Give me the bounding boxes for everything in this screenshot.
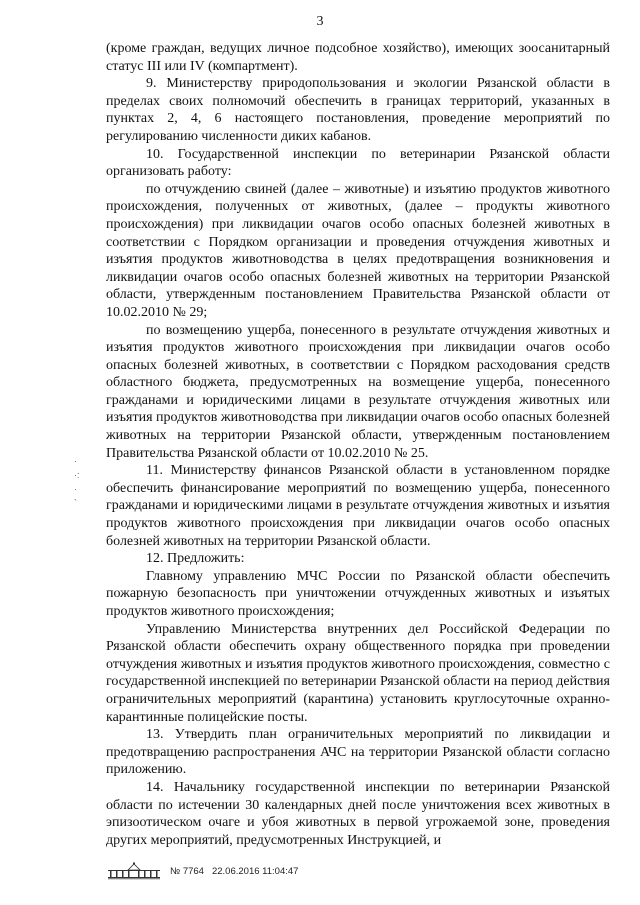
document-timestamp: 22.06.2016 11:04:47 — [211, 865, 299, 877]
page-number: 3 — [316, 14, 324, 29]
margin-marks: · ·: · ` — [74, 456, 80, 508]
document-body — [106, 40, 610, 849]
paragraph-11: 11. Министерству финансов Рязанской области в установленном порядке обеспечить финансирование мероприятий по возмещению ущерба, понесенного гражданами и юридическими лицами в результате отчуждения животных и изъятия продуктов животного происхождения при ликвидации очагов особо опасных болезней животных на территории Рязанской области. — [106, 463, 610, 549]
paragraph-13: 13. Утвердить план ограничительных мероприятий по ликвидации и предотвращению распространения АЧС на территории Рязанской области согласно приложению. — [106, 727, 610, 778]
paragraph-10-compensation: по возмещению ущерба, понесенного в результате отчуждения животных и изъятия продуктов животного происхождения при ликвидации очагов особо опасных болезней животных, в соответствии с Порядком расходования средств областного бюджета, предусмотренных на возмещение ущерба, понесенного гражданами и юридическими лицами в результате отчуждения животных или изъятия продуктов животноводства при ликвидации очагов особо опасных болезней животных на территории Рязанской области, утвержденным постановлением Правительства Рязанской области от 10.02.2010 № 25. — [106, 322, 610, 461]
document-footer — [106, 862, 298, 880]
paragraph-12: 12. Предложить: — [146, 551, 245, 567]
paragraph-12-mvd: Управлению Министерства внутренних дел Российской Федерации по Рязанской области обеспечить охрану общественного порядка при проведении отчуждения животных и изъятия продуктов животного происхождения, совместно с государственной инспекцией по ветеринарии Рязанской области на период действия ограничительных мероприятий (карантина) установить круглосуточные охранно-карантинные полицейские посты. — [106, 621, 610, 725]
paragraph-10-slaughter: по отчуждению свиней (далее – животные) и изъятию продуктов животного происхождения, полученных от животных, (далее – продукты животного происхождения) при ликвидации очагов особо опасных болезней животных в соответствии с Порядком организации и проведения отчуждения животных и изъятия продуктов животноводства в целях предотвращения возникновения и ликвидации очагов особо опасных болезней животных на территории Рязанской области, утвержденным постановлением Правительства Рязанской области от 10.02.2010 № 29; — [106, 181, 610, 320]
paragraph-12-mchs: Главному управлению МЧС России по Рязанской области обеспечить пожарную безопасность при уничтожении отчужденных животных и изъятых продуктов животного происхождения; — [106, 568, 610, 619]
paragraph-continuation: (кроме граждан, ведущих личное подсобное хозяйство), имеющих зоосанитарный статус III или IV (компартмент). — [106, 41, 610, 74]
paragraph-9: 9. Министерству природопользования и экологии Рязанской области в пределах своих полномочий обеспечить в границах территорий, указанных в пунктах 2, 4, 6 настоящего постановления, проведение мероприятий по регулированию численности диких кабанов. — [106, 76, 610, 144]
paragraph-10: 10. Государственной инспекции по ветеринарии Рязанской области организовать работу: — [106, 146, 610, 180]
paragraph-14: 14. Начальнику государственной инспекции по ветеринарии Рязанской области по истечении 30 календарных дней после уничтожения всех животных в эпизоотическом очаге и убоя животных в первой угрожаемой зоне, проведения других мероприятий, предусмотренных Инструкцией, и — [106, 779, 610, 848]
document-number: № 7764 — [170, 865, 204, 877]
government-building-icon — [106, 862, 162, 880]
